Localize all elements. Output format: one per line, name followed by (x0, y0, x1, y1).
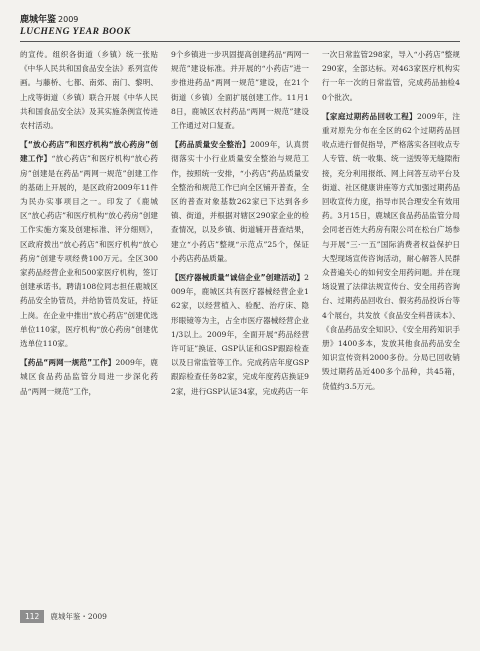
section-yaopin-zhiliang (171, 138, 309, 266)
text-columns (20, 48, 462, 578)
book-year: 2009 (58, 15, 79, 24)
book-title-text: 鹿城年鉴 (20, 15, 57, 25)
paragraph: 一次日常监管298家，导入“小药店”整规290家，全部达标。对463家医疗机构实行一年一次的日常监管，完成药品抽检40个批次。 (322, 50, 460, 102)
section-body: “放心药店”和医疗机构“放心药房”创建是在药品“两网一规范”创建工作的基础上开展的，是区政府2009年11件为民办实事项目之一。印发了《鹿城区“放心药店”和医疗机构“放心药房”创建工作实施方案及创建标准、评分细则》，区政府拨出“放心药店”和医疗机构“放心药房”创建专项经费100万元。全区300家药品经营企业和500家医疗机构，签订创建承诺书。聘请108位同志担任鹿城区药品安全协管员，并给协管员发证，持证上岗。在企业中推出“放心药店”创建优选单位110家，医疗机构“放心药房”创建优选单位110家。 (20, 154, 158, 349)
page-number: 112 (20, 610, 44, 623)
section-body: 2009年，鹿城区共有医疗器械经营企业162家，以经营植入、验配、治疗床、隐形眼镜等为主，占全市医疗器械经营企业1/3以上。2009年，全面开展“药品经营许可证”换证、GSP认证和GSP跟踪检查以及日常监管等工作。完成药店年度GSP跟踪检查任务82家，完成年度药店换证92家，进行GSP认证34家，完成药店一年 (171, 273, 309, 396)
column-1 (20, 48, 158, 578)
section-guoqi-yaopin (322, 110, 460, 394)
header-rule (20, 41, 460, 42)
section-body: 2009年，注重对原先分布在全区的62个过期药品回收点进行督促指导，严格落实各回收点专人专管、统一收集、统一送毁等无缝隙衔接，充分利用报纸、网上问答互动平台及街道、社区健康讲座等方式加强过期药品回收宣传力度，指导市民合理安全有效用药。3月15日，鹿城区食品药品监管分局会同老百姓大药房有限公司在松台广场参与开展“三·一五”国际消费者权益保护日大型现场宣传咨询活动，耐心解答人民群众普遍关心的如何安全用药问题。并在现场设置了法律法规宣传台、安全用药咨询台、过期药品回收台、假劣药品投诉台等4个展台，共发放《食品安全科普读本》、《食品药品安全知识》、《安全用药知识手册》1400多本，发放其他食品药品安全知识宣传资料2000多份。分局已回收销毁过期药品近400多个品种，共45箱，货值约3.5万元。 (322, 111, 460, 391)
page-footer (20, 606, 460, 620)
section-title: 【药品质量安全整治】 (171, 140, 251, 150)
section-title: 【药品“两网一规范”工作】 (20, 358, 116, 368)
section-body: 2009年，鹿城区食品药品监管分局进一步深化药品“两网一规范”工作， (20, 358, 158, 396)
section-chengxin-qiye (171, 271, 309, 399)
section-fangxin-yaodian (20, 138, 158, 351)
section-title: 【“放心药店”和医疗机构“放心药房”创建工作】 (20, 140, 158, 164)
column-2 (171, 48, 309, 578)
book-title (20, 14, 460, 26)
footer-text: 鹿城年鉴・2009 (50, 612, 107, 621)
paragraph: 9个乡镇进一步巩固提高创建药品“两网一规范”建设标准。并开展的“小药店”进一步推进药品“两网一规范”建设，在21个街道（乡镇）全面扩展创建工作。11月18日，鹿城区农村药品“两网一规范”建设工作通过对口复查。 (171, 50, 309, 131)
column-3 (322, 48, 460, 578)
section-title: 【家庭过期药品回收工程】 (322, 111, 417, 121)
section-body: 2009年，认真贯彻落实十小行业质量安全整治与规范工作，按照统一安排，“小药店”药品质量安全整治和规范工作已向全区铺开普查，全区的普查对象基数262家已下达到各乡镇、街道，并根据对辖区290家企业的检查情况，以及乡镇、街道辅开普查结果，建立“小药店”整规“示范点”25个，保证小药店药品质量。 (171, 140, 309, 263)
running-header (20, 14, 460, 42)
book-subtitle: LUCHENG YEAR BOOK (20, 27, 131, 37)
paragraph: 的宣传。组织各街道（乡镇）统一张贴《中华人民共和国食品安全法》系列宣传画。与藤桥、七都、南郊、南门、黎明、上戍等街道（乡镇）联合开展《中华人民共和国食品安全法》及其实施条例宣传进农村活动。 (20, 50, 158, 131)
section-title: 【医疗器械质量“诚信企业”创建活动】 (171, 273, 305, 283)
section-liangwang-yiguifan (20, 356, 158, 399)
